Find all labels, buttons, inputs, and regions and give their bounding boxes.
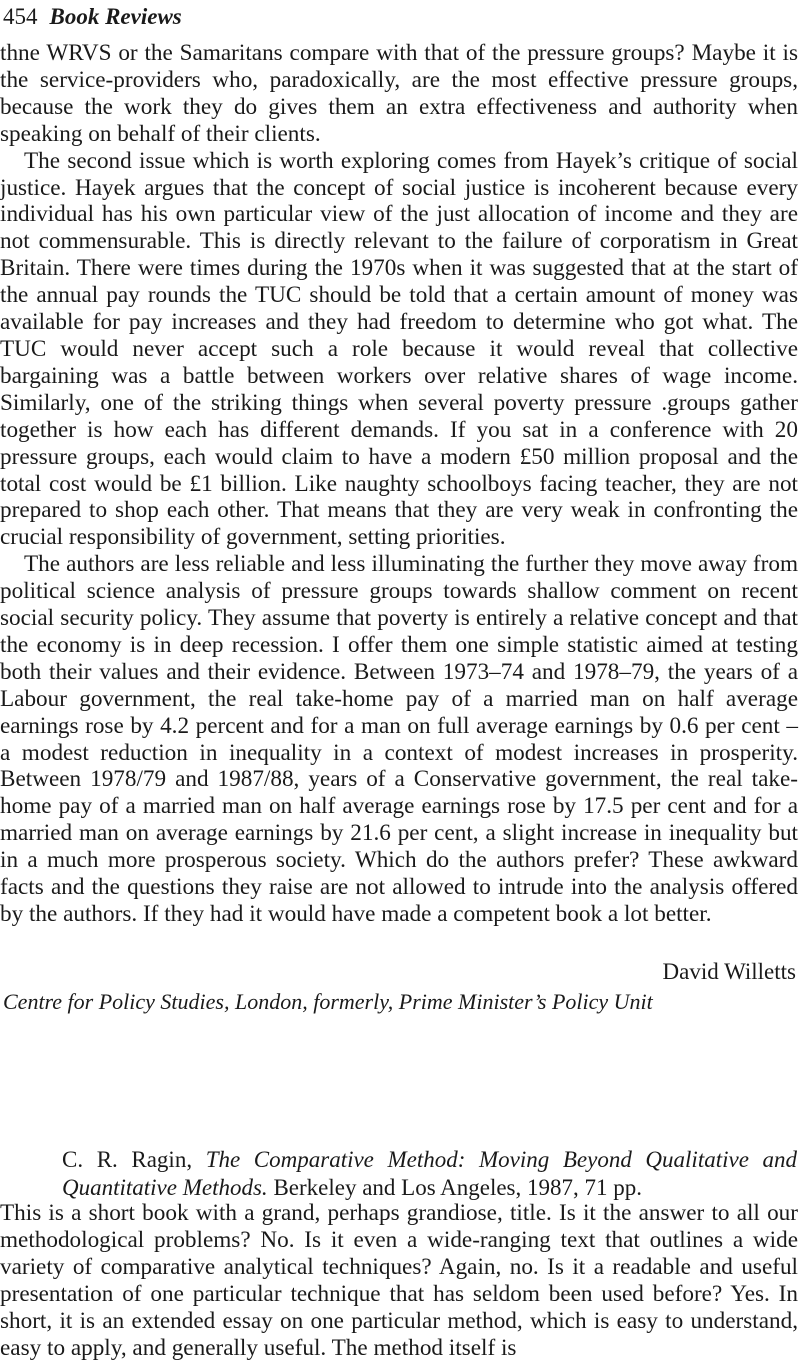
review-body <box>0 1200 798 1361</box>
section-title: Book Reviews <box>49 4 182 29</box>
page-number: 454 <box>3 4 38 29</box>
book-title: The Comparative Method: Moving Beyond Qualitative and Quantitative Methods. <box>62 1147 798 1200</box>
book-author: C. R. Ragin, <box>62 1147 193 1172</box>
paragraph: The second issue which is worth exploring comes from Hayek’s critique of social justice. Hayek argues that the concept of social justice is incoherent because every individual has his own particular view of the just allocation of income and they are not commensurable. This is directly relevant to the failure of corporatism in Great Britain. There were times during the 1970s when it was suggested that at the start of the annual pay rounds the TUC should be told that a certain amount of money was available for pay increases and they had freedom to determine who got what. The TUC would never accept such a role because it would reveal that collective bargaining was a battle between workers over relative shares of wage income. Similarly, one of the striking things when several poverty pressure .groups gather together is how each has different demands. If you sat in a conference with 20 pressure groups, each would claim to have a modern £50 million proposal and the total cost would be £1 billion. Like naughty schoolboys facing teacher, they are not prepared to shop each other. That means that they are very weak in confronting the crucial responsibility of government, setting priorities. <box>0 147 798 551</box>
paragraph: This is a short book with a grand, perhaps grandiose, title. Is it the answer to all our methodological problems? No. Is it even a wide-ranging text that outlines a wide variety of comparative analytical techniques? Again, no. Is it a readable and useful presentation of one particular technique that has seldom been used before? Yes. In short, it is an extended essay on one particular method, which is easy to understand, easy to apply, and generally useful. The method itself is <box>0 1200 798 1361</box>
reviewer-affiliation: Centre for Policy Studies, London, formerly, Prime Minister’s Policy Unit <box>3 989 653 1014</box>
book-citation <box>62 1146 797 1202</box>
paragraph: thne WRVS or the Samaritans compare with that of the pressure groups? Maybe it is the service-providers who, paradoxically, are the most effective pressure groups, because the work they do gives them an extra effectiveness and authority when speaking on behalf of their clients. <box>0 40 798 147</box>
review-body <box>0 40 798 928</box>
book-publication: Berkeley and Los Angeles, 1987, 71 pp. <box>273 1175 643 1200</box>
reviewer-name: David Willetts <box>662 959 796 984</box>
paragraph: The authors are less reliable and less illuminating the further they move away from political science analysis of pressure groups towards shallow comment on recent social security policy. They assume that poverty is entirely a relative concept and that the economy is in deep recession. I offer them one simple statistic aimed at testing both their values and their evidence. Between 1973–74 and 1978–79, the years of a Labour government, the real take-home pay of a married man on half average earnings rose by 4.2 percent and for a man on full average earnings by 0.6 per cent – a modest reduction in inequality in a context of modest increases in prosperity. Between 1978/79 and 1987/88, years of a Conservative government, the real take-home pay of a married man on half average earnings rose by 17.5 per cent and for a married man on average earnings by 21.6 per cent, a slight increase in inequality but in a much more prosperous society. Which do the authors prefer? These awkward facts and the questions they raise are not allowed to intrude into the analysis offered by the authors. If they had it would have made a competent book a lot better. <box>0 551 798 927</box>
running-head <box>3 0 182 34</box>
